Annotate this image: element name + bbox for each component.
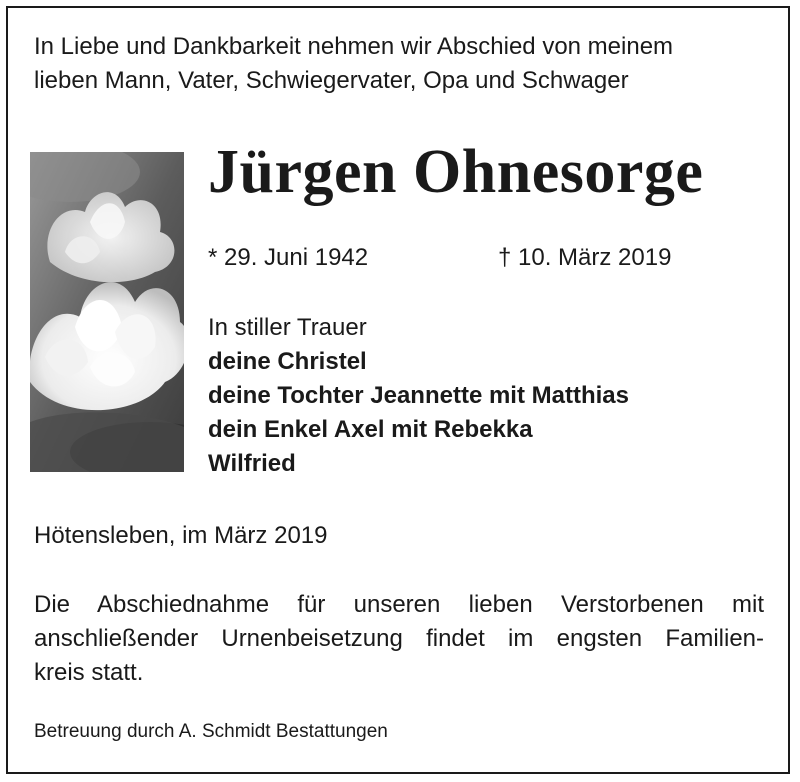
water-lily-icon [30,152,184,472]
deceased-name: Jürgen Ohnesorge [208,138,704,206]
intro-line-2: lieben Mann, Vater, Schwiegervater, Opa und Schwager [34,67,629,94]
farewell-notice [34,588,764,690]
mourner-name: deine Christel [208,348,367,375]
notice-line-1: Die Abschiednahme für unseren lieben Verstorbenen mit [34,591,764,618]
mourners-block [208,311,629,481]
death-date: † 10. März 2019 [498,244,672,271]
funeral-home-credit: Betreuung durch A. Schmidt Bestattungen [34,721,388,742]
notice-line-2: anschließender Urnenbeisetzung findet im engsten Familien- [34,625,764,652]
mourner-name: dein Enkel Axel mit Rebekka [208,416,533,443]
birth-date: * 29. Juni 1942 [208,244,369,271]
mourners-heading: In stiller Trauer [208,314,367,341]
mourner-name: deine Tochter Jeannette mit Matthias [208,382,629,409]
notice-line-3: kreis statt. [34,659,144,686]
intro-line-1: In Liebe und Dankbarkeit nehmen wir Abschied von meinem [34,33,674,60]
intro-text [34,30,774,98]
water-lily-image [30,152,184,472]
place-date: Hötensleben, im März 2019 [34,522,328,549]
mourner-name: Wilfried [208,450,296,477]
